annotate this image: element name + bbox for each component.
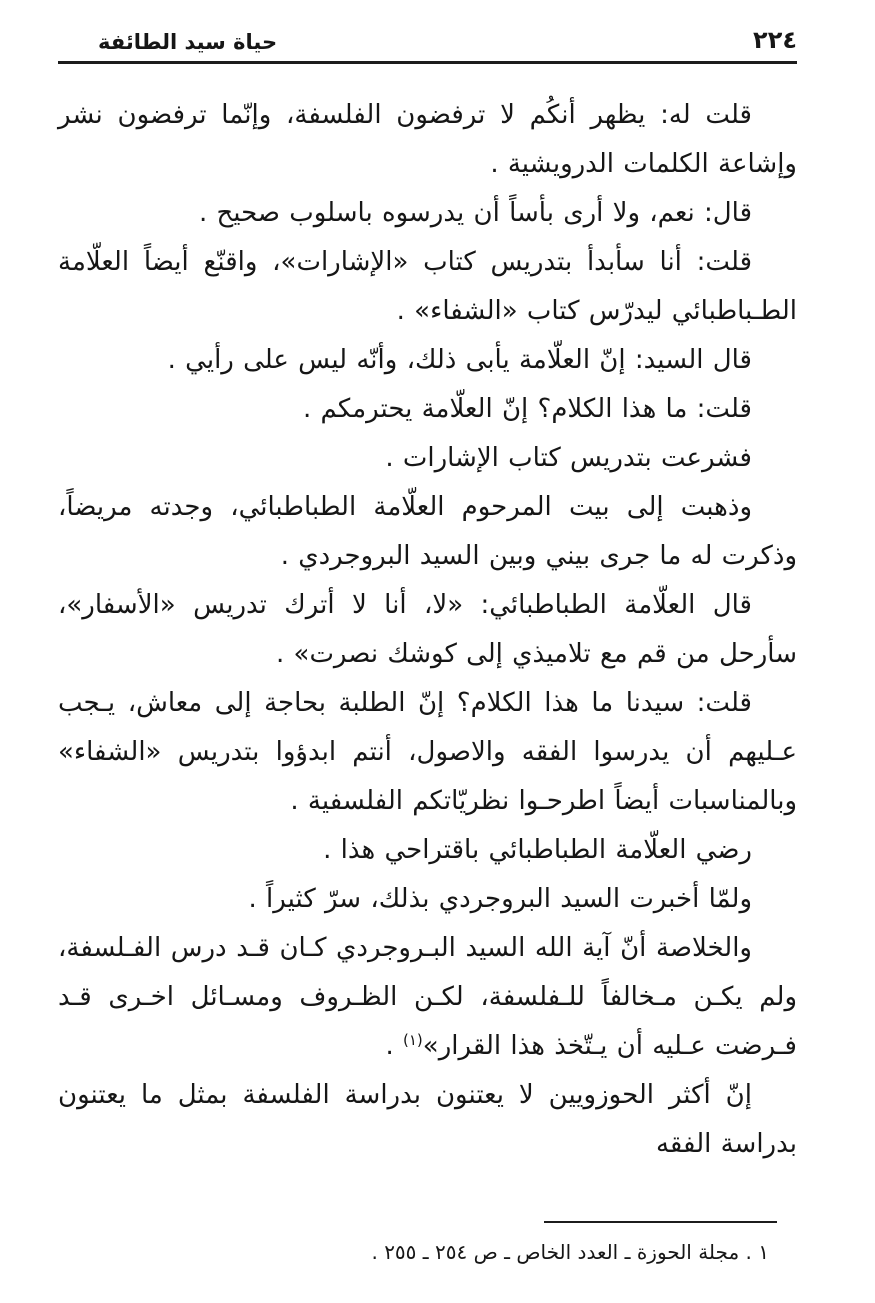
footnote: ١ . مجلة الحوزة ـ العدد الخاص ـ ص ٢٥٤ ـ ٢٥٥ .	[371, 1240, 769, 1264]
body-paragraph: والخلاصة أنّ آية الله السيد البـروجردي كـان قـد درس الفـلسفة، ولم يكـن مـخالفاً للـفلسفة، لكـن الظـروف ومسـائل اخـرى قـد فـرضت عـليه أن يـتّخذ هذا القرار»$^{(١)}$ .	[58, 933, 797, 1061]
body-paragraph: قال: نعم، ولا أرى بأساً أن يدرسوه باسلوب صحيح .	[198, 198, 752, 228]
footnote-area	[58, 1221, 797, 1269]
body-paragraph: قلت: سيدنا ما هذا الكلام؟ إنّ الطلبة بحاجة إلى معاش، يـجب عـليهم أن يدرسوا الفقه والاصول، أنتم ابدؤوا بتدريس «الشفاء» وبالمناسبات أيضاً اطرحـوا نظريّاتكم الفلسفية .	[58, 688, 797, 816]
footnote-separator	[544, 1221, 777, 1223]
body-paragraph: قال العلّامة الطباطبائي: «لا، أنا لا أترك تدريس «الأسفار»، سأرحل من قم مع تلاميذي إلى كوشك نصرت» .	[58, 590, 797, 669]
body-paragraph: قال السيد: إنّ العلّامة يأبى ذلك، وأنّه ليس على رأيي .	[167, 345, 752, 375]
body-paragraph: قلت: أنا سأبدأ بتدريس كتاب «الإشارات»، واقنّع أيضاً العلّامة الطـباطبائي ليدرّس كتاب «الشفاء» .	[58, 247, 797, 326]
footnote-ref: (١)	[403, 1031, 423, 1049]
body-paragraph: قلت: ما هذا الكلام؟ إنّ العلّامة يحترمكم .	[303, 394, 752, 424]
running-title: حياة سيد الطائفة	[98, 30, 278, 54]
body-text	[58, 64, 797, 1169]
page-number: ٢٢٤	[753, 26, 797, 54]
body-paragraph: إنّ أكثر الحوزويين لا يعتنون بدراسة الفلسفة بمثل ما يعتنون بدراسة الفقه	[58, 1080, 797, 1159]
body-paragraph: ولمّا أخبرت السيد البروجردي بذلك، سرّ كثيراً .	[248, 884, 752, 914]
page-header	[58, 26, 797, 61]
body-paragraph: وذهبت إلى بيت المرحوم العلّامة الطباطبائي، وجدته مريضاً، وذكرت له ما جرى بيني وبين السيد البروجردي .	[58, 492, 797, 571]
body-paragraph: قلت له: يظهر أنكُم لا ترفضون الفلسفة، وإنّما ترفضون نشر وإشاعة الكلمات الدرويشية .	[58, 100, 797, 179]
body-paragraph: فشرعت بتدريس كتاب الإشارات .	[385, 443, 752, 473]
body-paragraph: رضي العلّامة الطباطبائي باقتراحي هذا .	[323, 835, 752, 865]
